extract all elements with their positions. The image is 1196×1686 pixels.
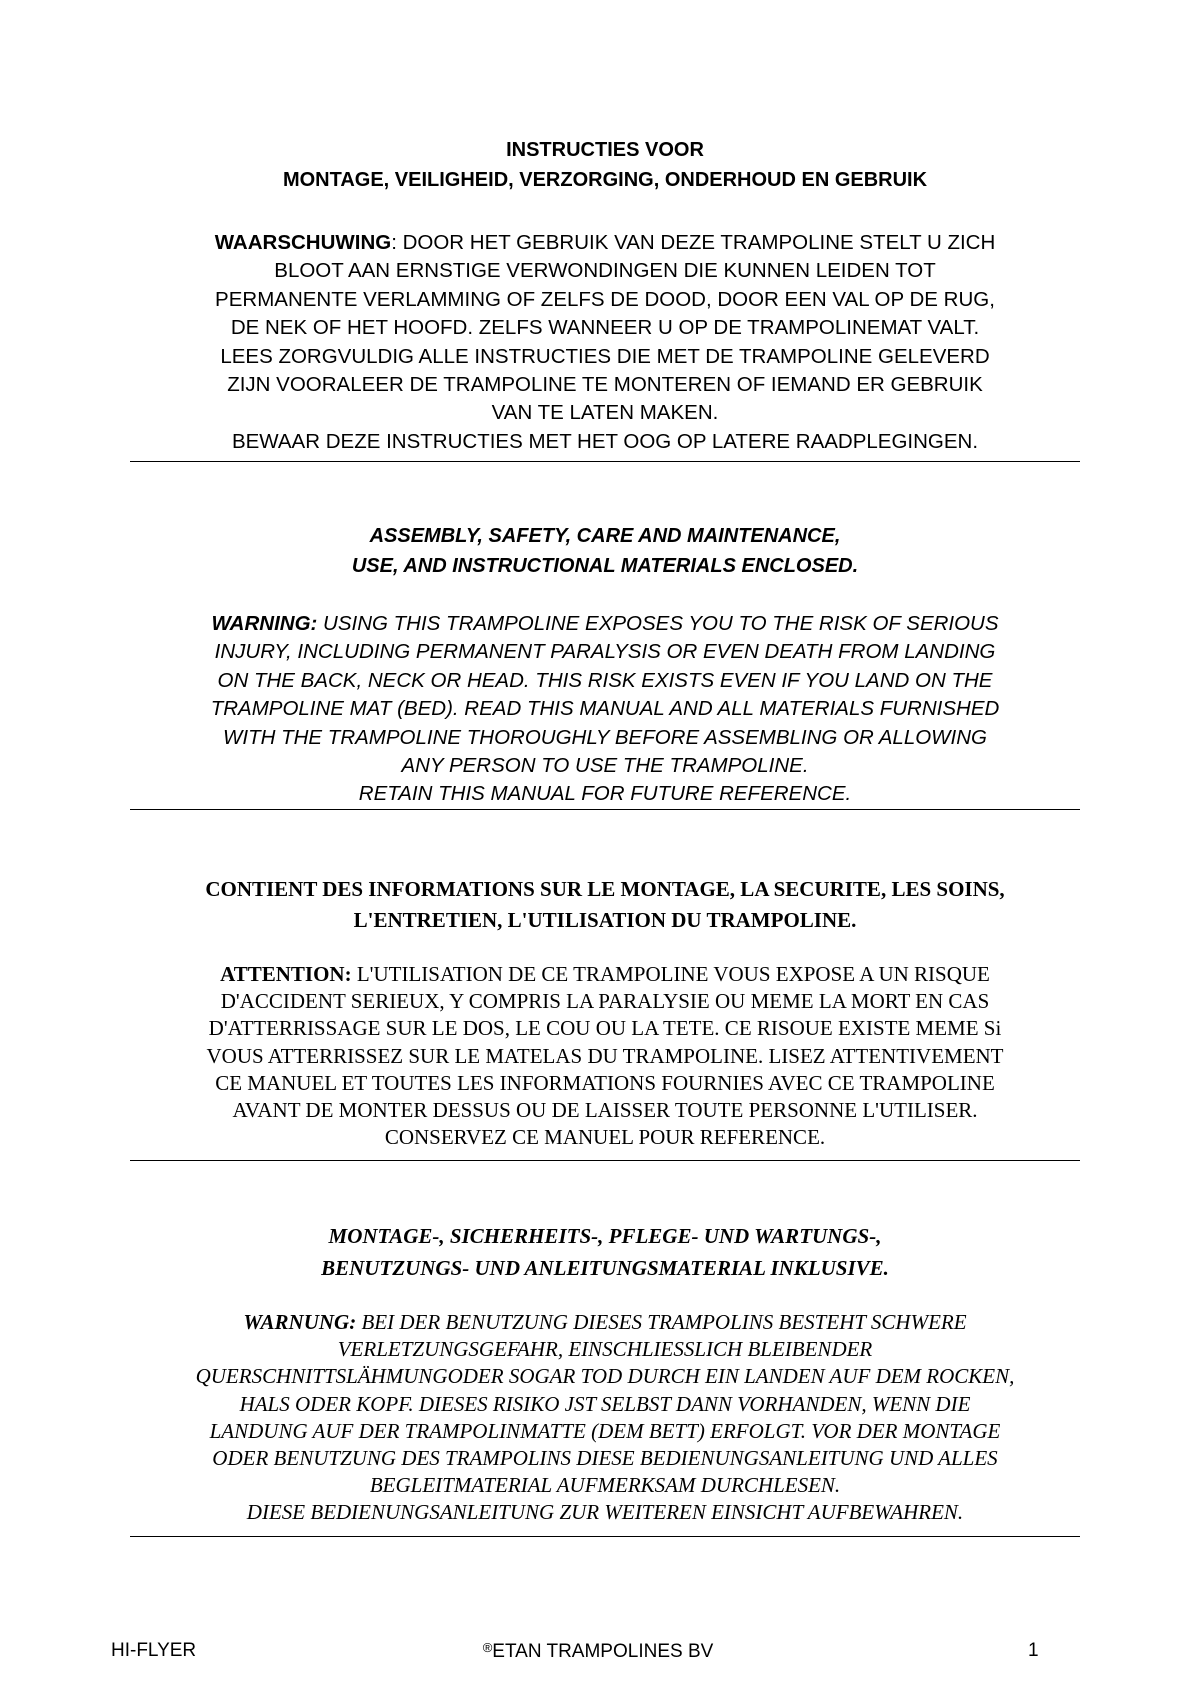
footer-company — [0, 1640, 1196, 1663]
german-retain-line: DIESE BEDIENUNGSANLEITUNG ZUR WEITEREN EINSICHT AUFBEWAHREN. — [246, 1500, 964, 1525]
dutch-warning-line — [130, 229, 1080, 257]
french-warning-line: AVANT DE MONTER DESSUS OU DE LAISSER TOUTE PERSONNE L'UTILISER. — [232, 1098, 978, 1123]
german-warning-line — [130, 1309, 1080, 1336]
dutch-warning-line: VAN TE LATEN MAKEN. — [491, 401, 719, 425]
dutch-title — [130, 135, 1080, 195]
english-title-line-1: ASSEMBLY, SAFETY, CARE AND MAINTENANCE, — [369, 525, 841, 547]
dutch-warning-line: PERMANENTE VERLAMMING OF ZELFS DE DOOD, DOOR EEN VAL OP DE RUG, — [215, 287, 995, 311]
registered-mark: ® — [482, 1640, 493, 1655]
french-title-line-1: CONTIENT DES INFORMATIONS SUR LE MONTAGE, LA SECURITE, LES SOINS, — [205, 877, 1005, 901]
german-warning-line: VERLETZUNGSGEFAHR, EINSCHLIESSLICH BLEIBENDER — [337, 1337, 873, 1362]
english-warning-line: INJURY, INCLUDING PERMANENT PARALYSIS OR EVEN DEATH FROM LANDING — [214, 640, 996, 664]
dutch-warning — [130, 229, 1080, 456]
french-warning-line: CE MANUEL ET TOUTES LES INFORMATIONS FOURNIES AVEC CE TRAMPOLINE — [215, 1070, 995, 1095]
german-warning-line: HALS ODER KOPF. DIESES RISIKO JST SELBST DANN VORHANDEN, WENN DIE — [239, 1391, 971, 1416]
german-warning-line: BEGLEITMATERIAL AUFMERKSAM DURCHLESEN. — [369, 1473, 841, 1498]
english-warning — [130, 610, 1080, 809]
dutch-warning-text: : DOOR HET GEBRUIK VAN DEZE TRAMPOLINE STELT U ZICH — [391, 231, 996, 254]
footer-product-name: HI-FLYER — [111, 1640, 197, 1661]
english-title-line-2: USE, AND INSTRUCTIONAL MATERIALS ENCLOSED. — [351, 555, 859, 577]
german-warning — [130, 1309, 1080, 1527]
english-warning-label: WARNING: — [211, 612, 318, 635]
german-title-line-1: MONTAGE-, SICHERHEITS-, PFLEGE- UND WARTUNGS-, — [328, 1224, 882, 1248]
german-title — [130, 1220, 1080, 1284]
german-warning-line: ODER BENUTZUNG DES TRAMPOLINS DIESE BEDIENUNGSANLEITUNG UND ALLES — [212, 1446, 998, 1471]
german-warning-label: WARNUNG: — [243, 1310, 357, 1334]
english-warning-line: TRAMPOLINE MAT (BED). READ THIS MANUAL AND ALL MATERIALS FURNISHED — [210, 697, 1000, 721]
french-retain-line: CONSERVEZ CE MANUEL POUR REFERENCE. — [384, 1125, 826, 1150]
dutch-warning-line: BLOOT AAN ERNSTIGE VERWONDINGEN DIE KUNNEN LEIDEN TOT — [274, 259, 936, 283]
german-section-divider — [130, 1536, 1080, 1537]
german-warning-line: LANDUNG AUF DER TRAMPOLINMATTE (DEM BETT) ERFOLGT. VOR DER MONTAGE — [209, 1418, 1001, 1443]
french-warning — [130, 961, 1080, 1151]
french-warning-line — [130, 961, 1080, 988]
dutch-section-divider — [130, 461, 1080, 462]
french-title — [130, 874, 1080, 936]
dutch-retain-line: BEWAAR DEZE INSTRUCTIES MET HET OOG OP LATERE RAADPLEGINGEN. — [231, 429, 979, 453]
french-section-divider — [130, 1160, 1080, 1161]
english-warning-line: ANY PERSON TO USE THE TRAMPOLINE. — [401, 754, 809, 778]
dutch-title-line-1: INSTRUCTIES VOOR — [506, 139, 704, 161]
german-warning-text: BEI DER BENUTZUNG DIESES TRAMPOLINS BESTEHT SCHWERE — [356, 1310, 967, 1334]
footer-company-name: ETAN TRAMPOLINES BV — [492, 1641, 714, 1662]
french-warning-line: D'ACCIDENT SERIEUX, Y COMPRIS LA PARALYSIE OU MEME LA MORT EN CAS — [220, 989, 990, 1014]
dutch-warning-label: WAARSCHUWING — [214, 231, 392, 254]
english-section-divider — [130, 809, 1080, 810]
english-warning-line: ON THE BACK, NECK OR HEAD. THIS RISK EXISTS EVEN IF YOU LAND ON THE — [217, 668, 993, 692]
french-warning-line: D'ATTERRISSAGE SUR LE DOS, LE COU OU LA TETE. CE RISOUE EXISTE MEME Si — [208, 1016, 1002, 1041]
english-warning-line: WITH THE TRAMPOLINE THOROUGHLY BEFORE ASSEMBLING OR ALLOWING — [223, 725, 987, 749]
dutch-warning-line: LEES ZORGVULDIG ALLE INSTRUCTIES DIE MET DE TRAMPOLINE GELEVERD — [220, 344, 990, 368]
english-retain-line: RETAIN THIS MANUAL FOR FUTURE REFERENCE. — [358, 782, 852, 806]
french-title-line-2: L'ENTRETIEN, L'UTILISATION DU TRAMPOLINE. — [353, 908, 857, 932]
english-warning-text: USING THIS TRAMPOLINE EXPOSES YOU TO THE RISK OF SERIOUS — [317, 612, 999, 635]
german-warning-line: QUERSCHNITTSLÄHMUNGODER SOGAR TOD DURCH EIN LANDEN AUF DEM ROCKEN, — [195, 1364, 1015, 1389]
dutch-warning-line: ZIJN VOORALEER DE TRAMPOLINE TE MONTEREN OF IEMAND ER GEBRUIK — [227, 373, 983, 397]
german-title-line-2: BENUTZUNGS- UND ANLEITUNGSMATERIAL INKLUSIVE. — [321, 1256, 889, 1280]
dutch-warning-line: DE NEK OF HET HOOFD. ZELFS WANNEER U OP DE TRAMPOLINEMAT VALT. — [230, 316, 980, 340]
english-title — [130, 521, 1080, 581]
french-warning-text: L'UTILISATION DE CE TRAMPOLINE VOUS EXPOSE A UN RISQUE — [351, 962, 990, 986]
dutch-title-line-2: MONTAGE, VEILIGHEID, VERZORGING, ONDERHOUD EN GEBRUIK — [282, 169, 928, 191]
english-warning-line — [130, 610, 1080, 638]
french-warning-line: VOUS ATTERRISSEZ SUR LE MATELAS DU TRAMPOLINE. LISEZ ATTENTIVEMENT — [206, 1043, 1004, 1068]
page-number: 1 — [1028, 1640, 1039, 1661]
french-warning-label: ATTENTION: — [220, 962, 352, 986]
